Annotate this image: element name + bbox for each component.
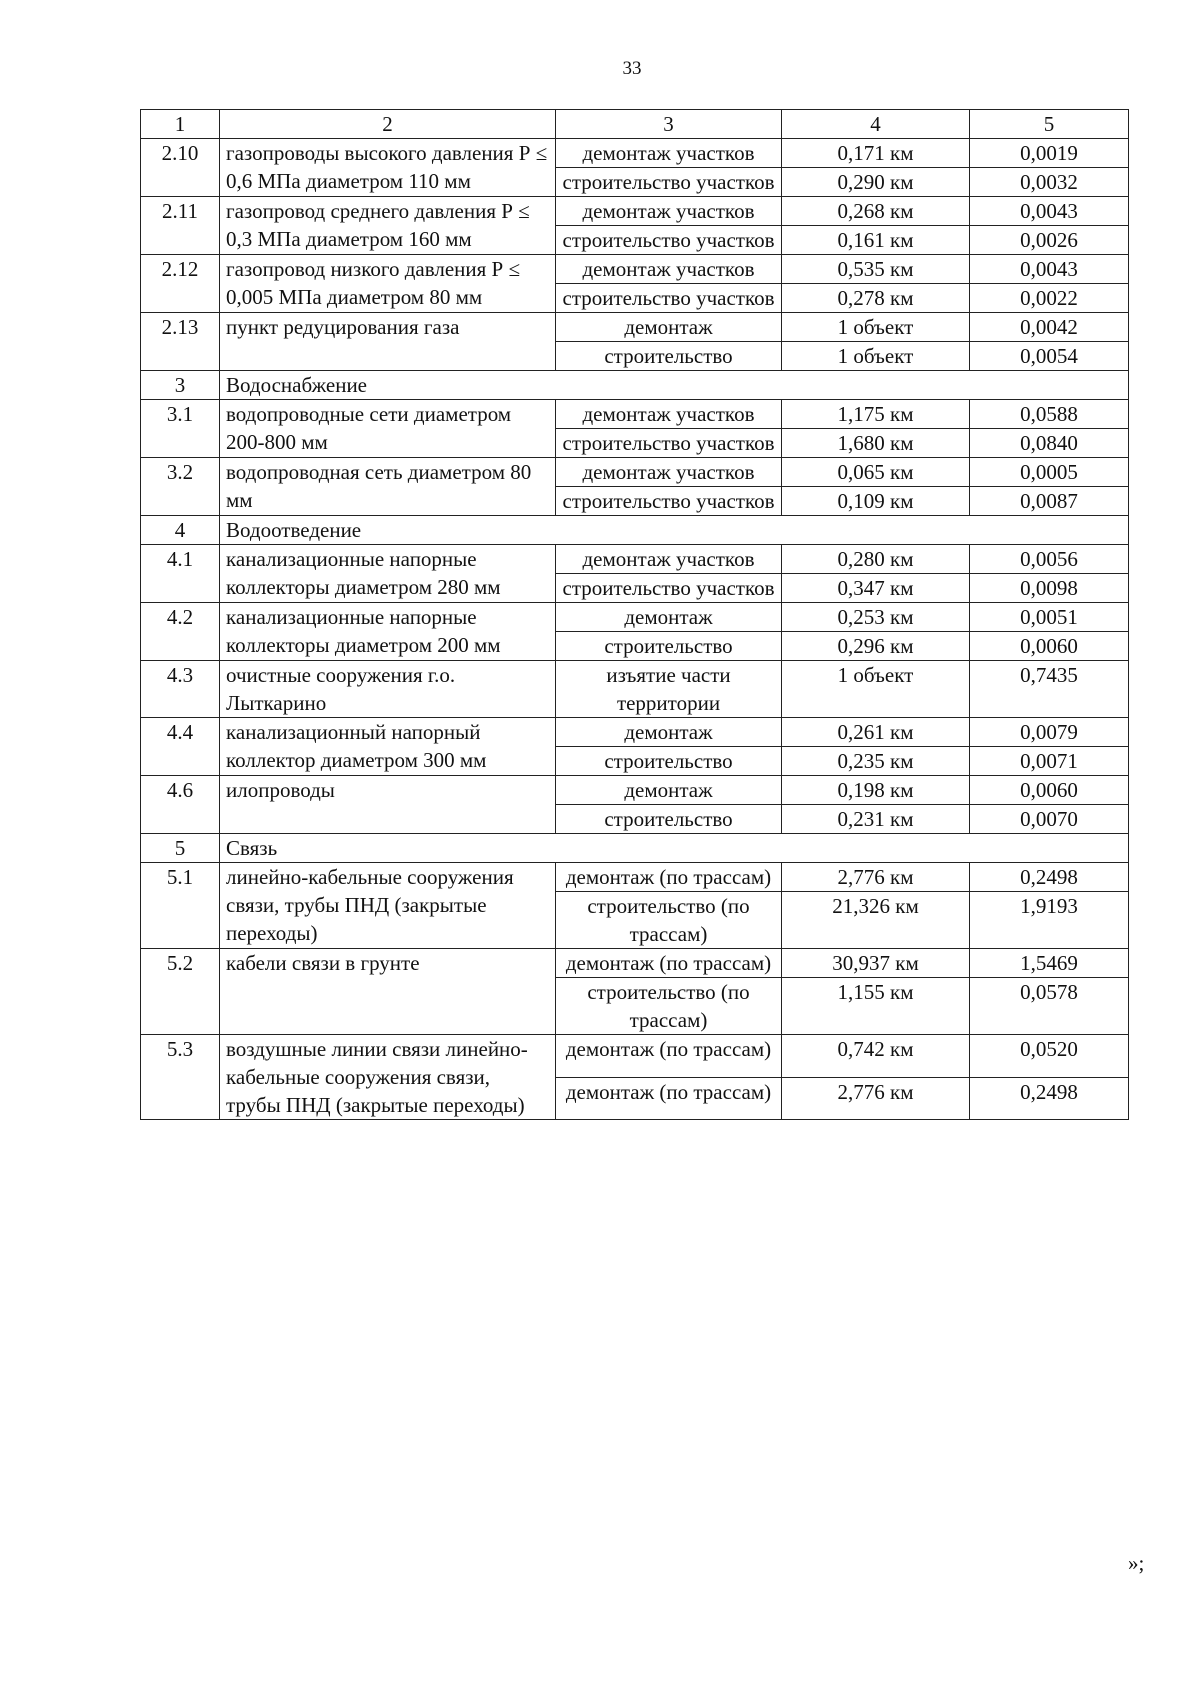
section-row — [141, 834, 1129, 863]
area-value: 0,0588 — [970, 400, 1129, 429]
section-number: 5 — [141, 834, 220, 863]
item-number: 5.3 — [141, 1035, 220, 1120]
work-type: строительство участков — [556, 226, 782, 255]
item-name: канализационные напорные коллекторы диаметром 280 мм — [220, 545, 556, 603]
item-name: газопровод низкого давления Р ≤ 0,005 МПа диаметром 80 мм — [220, 255, 556, 313]
item-name: канализационный напорный коллектор диаметром 300 мм — [220, 718, 556, 776]
quantity: 30,937 км — [782, 949, 970, 978]
table-row — [141, 1035, 1129, 1078]
area-value: 0,2498 — [970, 1077, 1129, 1120]
quantity: 1 объект — [782, 661, 970, 718]
work-type: строительство участков — [556, 429, 782, 458]
quantity: 1,680 км — [782, 429, 970, 458]
item-number: 2.13 — [141, 313, 220, 371]
table-row — [141, 863, 1129, 892]
quantity: 0,280 км — [782, 545, 970, 574]
table-row — [141, 776, 1129, 805]
area-value: 0,0520 — [970, 1035, 1129, 1078]
quantity: 0,109 км — [782, 487, 970, 516]
area-value: 0,0071 — [970, 747, 1129, 776]
header-col-2: 2 — [220, 110, 556, 139]
work-type: строительство участков — [556, 168, 782, 197]
table-body — [141, 110, 1129, 1120]
quantity: 1,175 км — [782, 400, 970, 429]
area-value: 0,0098 — [970, 574, 1129, 603]
item-name: газопроводы высокого давления Р ≤ 0,6 МПа диаметром 110 мм — [220, 139, 556, 197]
section-title: Водоснабжение — [220, 371, 1129, 400]
work-type: демонтаж участков — [556, 255, 782, 284]
item-number: 2.12 — [141, 255, 220, 313]
work-type: строительство — [556, 747, 782, 776]
area-value: 0,0051 — [970, 603, 1129, 632]
quantity: 0,535 км — [782, 255, 970, 284]
quantity: 0,235 км — [782, 747, 970, 776]
header-col-4: 4 — [782, 110, 970, 139]
item-number: 2.11 — [141, 197, 220, 255]
table-row — [141, 255, 1129, 284]
area-value: 0,0056 — [970, 545, 1129, 574]
item-name: илопроводы — [220, 776, 556, 834]
area-value: 0,0840 — [970, 429, 1129, 458]
work-type: демонтаж (по трассам) — [556, 863, 782, 892]
item-number: 2.10 — [141, 139, 220, 197]
table-header-row — [141, 110, 1129, 139]
work-type: строительство (по трассам) — [556, 978, 782, 1035]
item-number: 4.2 — [141, 603, 220, 661]
area-value: 1,5469 — [970, 949, 1129, 978]
work-type: строительство — [556, 805, 782, 834]
item-name: очистные сооружения г.о. Лыткарино — [220, 661, 556, 718]
work-type: демонтаж — [556, 718, 782, 747]
area-value: 0,2498 — [970, 863, 1129, 892]
work-type: строительство участков — [556, 574, 782, 603]
work-type: демонтаж — [556, 313, 782, 342]
quantity: 21,326 км — [782, 892, 970, 949]
area-value: 1,9193 — [970, 892, 1129, 949]
quantity: 0,261 км — [782, 718, 970, 747]
item-number: 4.3 — [141, 661, 220, 718]
item-name: водопроводные сети диаметром 200-800 мм — [220, 400, 556, 458]
work-type: демонтаж участков — [556, 139, 782, 168]
area-value: 0,0054 — [970, 342, 1129, 371]
item-name: воздушные линии связи линейно-кабельные сооружения связи, трубы ПНД (закрытые переходы) — [220, 1035, 556, 1120]
area-value: 0,0005 — [970, 458, 1129, 487]
quantity: 0,198 км — [782, 776, 970, 805]
quantity: 0,065 км — [782, 458, 970, 487]
area-value: 0,0060 — [970, 632, 1129, 661]
area-value: 0,0032 — [970, 168, 1129, 197]
item-name: линейно-кабельные сооружения связи, трубы ПНД (закрытые переходы) — [220, 863, 556, 949]
data-table — [140, 109, 1129, 1120]
header-col-5: 5 — [970, 110, 1129, 139]
item-name: водопроводная сеть диаметром 80 мм — [220, 458, 556, 516]
table-row — [141, 718, 1129, 747]
quantity: 0,290 км — [782, 168, 970, 197]
area-value: 0,0019 — [970, 139, 1129, 168]
table-row — [141, 400, 1129, 429]
work-type: демонтаж — [556, 776, 782, 805]
quantity: 0,296 км — [782, 632, 970, 661]
header-col-3: 3 — [556, 110, 782, 139]
item-number: 4.4 — [141, 718, 220, 776]
page-number: 33 — [622, 58, 642, 79]
area-value: 0,0043 — [970, 197, 1129, 226]
quantity: 0,278 км — [782, 284, 970, 313]
section-row — [141, 371, 1129, 400]
area-value: 0,0026 — [970, 226, 1129, 255]
work-type: демонтаж участков — [556, 197, 782, 226]
work-type: строительство участков — [556, 487, 782, 516]
item-name: кабели связи в грунте — [220, 949, 556, 1035]
work-type: демонтаж (по трассам) — [556, 1035, 782, 1078]
quantity: 0,171 км — [782, 139, 970, 168]
work-type: строительство — [556, 632, 782, 661]
work-type: демонтаж — [556, 603, 782, 632]
item-number: 4.1 — [141, 545, 220, 603]
item-number: 5.1 — [141, 863, 220, 949]
quantity: 0,347 км — [782, 574, 970, 603]
table-row — [141, 313, 1129, 342]
item-name: пункт редуцирования газа — [220, 313, 556, 371]
quantity: 2,776 км — [782, 863, 970, 892]
quantity: 1 объект — [782, 342, 970, 371]
quantity: 0,253 км — [782, 603, 970, 632]
area-value: 0,7435 — [970, 661, 1129, 718]
work-type: изъятие части территории — [556, 661, 782, 718]
item-number: 5.2 — [141, 949, 220, 1035]
table-row — [141, 197, 1129, 226]
work-type: строительство участков — [556, 284, 782, 313]
work-type: демонтаж участков — [556, 458, 782, 487]
table-row — [141, 603, 1129, 632]
item-number: 4.6 — [141, 776, 220, 834]
quantity: 1 объект — [782, 313, 970, 342]
work-type: строительство (по трассам) — [556, 892, 782, 949]
item-number: 3.2 — [141, 458, 220, 516]
section-title: Связь — [220, 834, 1129, 863]
section-row — [141, 516, 1129, 545]
area-value: 0,0578 — [970, 978, 1129, 1035]
work-type: демонтаж (по трассам) — [556, 949, 782, 978]
section-number: 3 — [141, 371, 220, 400]
area-value: 0,0042 — [970, 313, 1129, 342]
table-row — [141, 458, 1129, 487]
area-value: 0,0043 — [970, 255, 1129, 284]
quantity: 0,231 км — [782, 805, 970, 834]
table-row — [141, 545, 1129, 574]
quantity: 0,268 км — [782, 197, 970, 226]
quantity: 2,776 км — [782, 1077, 970, 1120]
table-row — [141, 661, 1129, 718]
item-number: 3.1 — [141, 400, 220, 458]
quantity: 0,742 км — [782, 1035, 970, 1078]
item-name: газопровод среднего давления Р ≤ 0,3 МПа диаметром 160 мм — [220, 197, 556, 255]
area-value: 0,0079 — [970, 718, 1129, 747]
work-type: демонтаж участков — [556, 545, 782, 574]
area-value: 0,0087 — [970, 487, 1129, 516]
quantity: 1,155 км — [782, 978, 970, 1035]
work-type: демонтаж (по трассам) — [556, 1077, 782, 1120]
table-row — [141, 139, 1129, 168]
table-row — [141, 949, 1129, 978]
work-type: демонтаж участков — [556, 400, 782, 429]
area-value: 0,0022 — [970, 284, 1129, 313]
work-type: строительство — [556, 342, 782, 371]
area-value: 0,0060 — [970, 776, 1129, 805]
closing-quote-mark: »; — [1128, 1551, 1145, 1575]
item-name: канализационные напорные коллекторы диаметром 200 мм — [220, 603, 556, 661]
section-title: Водоотведение — [220, 516, 1129, 545]
quantity: 0,161 км — [782, 226, 970, 255]
section-number: 4 — [141, 516, 220, 545]
header-col-1: 1 — [141, 110, 220, 139]
area-value: 0,0070 — [970, 805, 1129, 834]
